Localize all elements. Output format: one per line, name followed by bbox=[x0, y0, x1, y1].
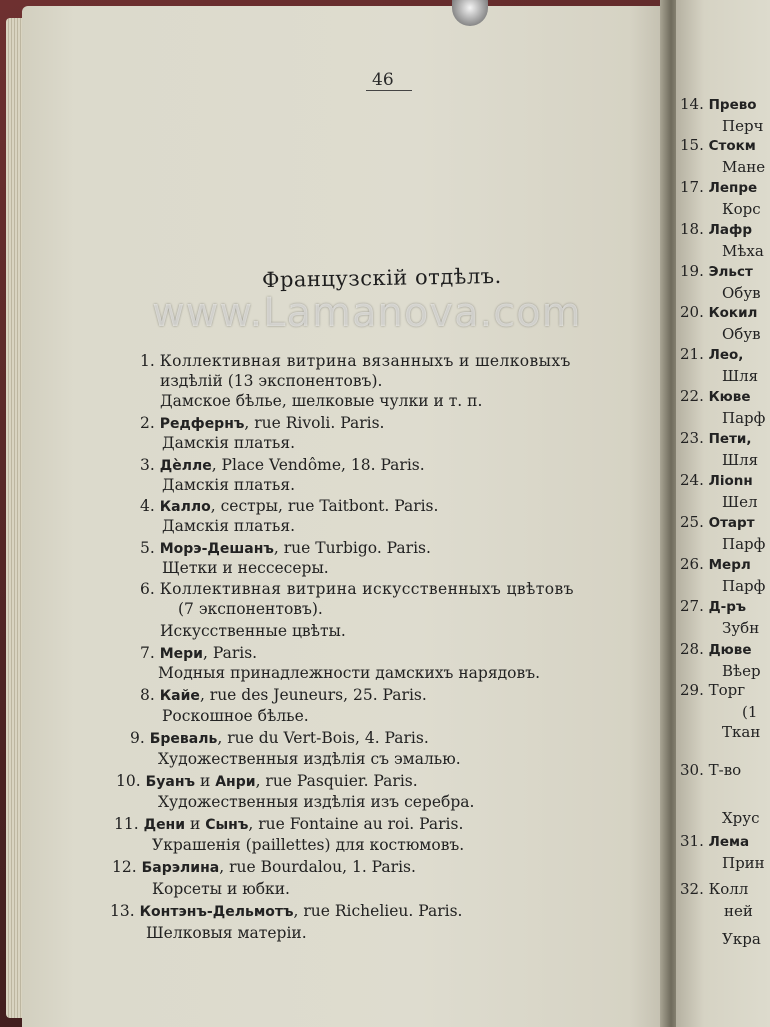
page-number-rule bbox=[366, 90, 412, 91]
exhibitor-address: , rue Turbigo. Paris. bbox=[273, 539, 431, 557]
entry-description: Дамскія платья. bbox=[162, 476, 296, 494]
entry-4: 4. Калло, сестры, rue Taitbont. Paris. bbox=[140, 497, 439, 515]
exhibitor-name: Дюве bbox=[708, 642, 752, 658]
entry-line: ней bbox=[724, 902, 753, 920]
entry-number: 27. bbox=[680, 597, 709, 615]
entry-5: 5. Морэ-Дешанъ, rue Turbigo. Paris. bbox=[140, 539, 431, 557]
entry-number: 14. bbox=[680, 95, 709, 113]
exhibitor-name: Сынъ bbox=[205, 817, 249, 833]
exhibitor-address: , rue du Vert-Bois, 4. Paris. bbox=[217, 729, 429, 747]
exhibitor-address: , Paris. bbox=[203, 644, 258, 662]
entry-number: 24. bbox=[680, 471, 709, 489]
entry-description: Роскошное бѣлье. bbox=[162, 707, 309, 725]
entry-number: 21. bbox=[680, 345, 709, 363]
entry-6: 6. Коллективная витрина искусственныхъ цвѣтовъ bbox=[140, 580, 574, 598]
exhibitor-name: Стокм bbox=[708, 138, 756, 154]
entry-description: Хрус bbox=[722, 809, 760, 827]
entry-7: 7. Мери, Paris. bbox=[140, 644, 258, 662]
entry-line: Дамское бѣлье, шелковые чулки и т. п. bbox=[160, 392, 483, 410]
entry-1: 1. Коллективная витрина вязанныхъ и шелковыхъ bbox=[140, 352, 571, 370]
entry-number: 23. bbox=[680, 429, 709, 447]
right-entry-17 bbox=[680, 178, 757, 197]
entry-description: Вѣер bbox=[722, 662, 761, 680]
entry-description: Мане bbox=[722, 158, 766, 176]
exhibitor-name: Кайе bbox=[159, 688, 200, 704]
entry-3: 3. Дѐлле, Place Vendôme, 18. Paris. bbox=[140, 456, 425, 474]
exhibitor-address: , rue Pasquier. Paris. bbox=[255, 772, 418, 790]
right-entry-30 bbox=[680, 761, 741, 779]
entry-number: 22. bbox=[680, 387, 709, 405]
exhibitor-name: Лionн bbox=[708, 473, 753, 489]
entry-line: издѣлій (13 экспонентовъ). bbox=[160, 372, 383, 390]
entry-description: Мѣха bbox=[722, 242, 764, 260]
right-entry-31 bbox=[680, 832, 749, 851]
entry-description: Укра bbox=[722, 930, 761, 948]
exhibitor-name: Т-во bbox=[708, 761, 742, 779]
exhibitor-address: , Place Vendôme, 18. Paris. bbox=[211, 456, 425, 474]
exhibitor-name: Бреваль bbox=[149, 731, 218, 747]
entry-number: 25. bbox=[680, 513, 709, 531]
entry-description: Корсеты и юбки. bbox=[152, 880, 290, 898]
right-entry-32 bbox=[680, 880, 748, 898]
exhibitor-name: Кокил bbox=[708, 305, 758, 321]
entry-description: Ткан bbox=[722, 723, 761, 741]
entry-number: 20. bbox=[680, 303, 709, 321]
exhibitor-name: Лема bbox=[708, 834, 750, 850]
exhibitor-address: , rue Bourdalou, 1. Paris. bbox=[219, 858, 416, 876]
right-entry-24 bbox=[680, 471, 753, 490]
right-entry-29 bbox=[680, 681, 745, 699]
exhibitor-name: Лео, bbox=[708, 347, 744, 363]
entry-number: 31. bbox=[680, 832, 709, 850]
right-entry-28 bbox=[680, 640, 751, 659]
exhibitor-name: Редфернъ bbox=[159, 416, 245, 432]
right-entry-23 bbox=[680, 429, 752, 448]
page-number: 46 bbox=[372, 70, 394, 90]
right-entry-25 bbox=[680, 513, 755, 532]
entry-2: 2. Редфернъ, rue Rivoli. Paris. bbox=[140, 414, 385, 432]
exhibitor-address: , сестры, rue Taitbont. Paris. bbox=[210, 497, 439, 515]
right-entry-27 bbox=[680, 597, 746, 616]
right-entry-21 bbox=[680, 345, 743, 364]
entry-description: Художественныя издѣлія съ эмалью. bbox=[158, 750, 461, 768]
entry-number: 19. bbox=[680, 262, 709, 280]
entry-line: (1 bbox=[742, 703, 758, 721]
entry-description: Украшенія (paillettes) для костюмовъ. bbox=[152, 836, 465, 854]
exhibitor-address: , rue Rivoli. Paris. bbox=[244, 414, 385, 432]
entry-description: Парф bbox=[722, 577, 766, 595]
exhibitor-address: , rue Richelieu. Paris. bbox=[293, 902, 463, 920]
entry-description: Художественныя издѣлія изъ серебра. bbox=[158, 793, 475, 811]
exhibitor-name: Дени bbox=[143, 817, 186, 833]
entry-8: 8. Кайе, rue des Jeuneurs, 25. Paris. bbox=[140, 686, 427, 704]
right-entry-15 bbox=[680, 136, 756, 155]
exhibitor-name: Анри bbox=[215, 774, 256, 790]
exhibitor-name: Барэлина bbox=[141, 860, 220, 876]
entry-number: 29. bbox=[680, 681, 709, 699]
entry-description: Прин bbox=[722, 854, 765, 872]
entry-number: 32. bbox=[680, 880, 709, 898]
exhibitor-name: Морэ-Дешанъ bbox=[159, 541, 274, 557]
entry-description: Обув bbox=[722, 325, 761, 343]
exhibitor-name: Торг bbox=[708, 681, 746, 699]
entry-13: 13. Контэнъ-Дельмотъ, rue Richelieu. Paris. bbox=[110, 902, 463, 920]
right-entry-14 bbox=[680, 95, 757, 114]
entry-description: Шля bbox=[722, 367, 759, 385]
entry-description: Перч bbox=[722, 117, 764, 135]
exhibitor-address: , rue des Jeuneurs, 25. Paris. bbox=[199, 686, 427, 704]
right-entry-26 bbox=[680, 555, 751, 574]
exhibitor-name: Лафр bbox=[708, 222, 753, 238]
entry-description: Корс bbox=[722, 200, 761, 218]
entry-description: Шля bbox=[722, 451, 759, 469]
exhibitor-name: Пети, bbox=[708, 431, 752, 447]
entry-number: 30. bbox=[680, 761, 709, 779]
entry-number: 17. bbox=[680, 178, 709, 196]
right-entry-19 bbox=[680, 262, 753, 281]
right-entry-22 bbox=[680, 387, 750, 406]
entry-description: Щетки и нессесеры. bbox=[162, 559, 329, 577]
entry-description: Шел bbox=[722, 493, 758, 511]
entry-description: Модныя принадлежности дамскихъ нарядовъ. bbox=[158, 664, 541, 682]
entry-description: Шелковыя матеріи. bbox=[146, 924, 307, 942]
entry-line: (7 экспонентовъ). bbox=[178, 600, 323, 618]
exhibitor-name: Д-ръ bbox=[708, 599, 747, 615]
entry-number: 28. bbox=[680, 640, 709, 658]
entry-description: Парф bbox=[722, 409, 766, 427]
watermark: www.Lamanova.com bbox=[152, 290, 582, 336]
entry-description: Дамскія платья. bbox=[162, 434, 296, 452]
entry-description: Обув bbox=[722, 284, 761, 302]
entry-12: 12. Барэлина, rue Bourdalou, 1. Paris. bbox=[112, 858, 416, 876]
exhibitor-name: Отарт bbox=[708, 515, 755, 531]
exhibitor-address: , rue Fontaine au roi. Paris. bbox=[248, 815, 464, 833]
entry-9: 9. Бреваль, rue du Vert-Bois, 4. Paris. bbox=[130, 729, 429, 747]
entry-description: Зубн bbox=[722, 619, 760, 637]
exhibitor-name: Буанъ bbox=[145, 774, 196, 790]
entry-11: 11. Дени и Сынъ, rue Fontaine au roi. Paris. bbox=[114, 815, 464, 833]
entry-description: Парф bbox=[722, 535, 766, 553]
exhibitor-name: Лепре bbox=[708, 180, 758, 196]
right-entry-20 bbox=[680, 303, 757, 322]
exhibitor-name: Кюве bbox=[708, 389, 751, 405]
entry-number: 26. bbox=[680, 555, 709, 573]
exhibitor-name: Мерл bbox=[708, 557, 751, 573]
exhibitor-name: Прево bbox=[708, 97, 757, 113]
section-heading: Французскій отдѣлъ. bbox=[261, 263, 502, 293]
right-entry-18 bbox=[680, 220, 752, 239]
entry-number: 18. bbox=[680, 220, 709, 238]
exhibitor-name: Калло bbox=[159, 499, 211, 515]
entry-description: Дамскія платья. bbox=[162, 517, 296, 535]
entry-number: 15. bbox=[680, 136, 709, 154]
entry-10: 10. Буанъ и Анри, rue Pasquier. Paris. bbox=[116, 772, 418, 790]
exhibitor-name: Контэнъ-Дельмотъ bbox=[139, 904, 294, 920]
exhibitor-name: Дѐлле bbox=[159, 458, 212, 474]
entry-line: Коллективная витрина вязанныхъ и шелковыхъ bbox=[159, 352, 571, 370]
exhibitor-name: Мери bbox=[159, 646, 203, 662]
exhibitor-name: Эльст bbox=[708, 264, 753, 280]
entry-line: Искусственные цвѣты. bbox=[160, 622, 346, 640]
exhibitor-name: Колл bbox=[708, 880, 749, 898]
entry-line: Коллективная витрина искусственныхъ цвѣтовъ bbox=[159, 580, 574, 598]
